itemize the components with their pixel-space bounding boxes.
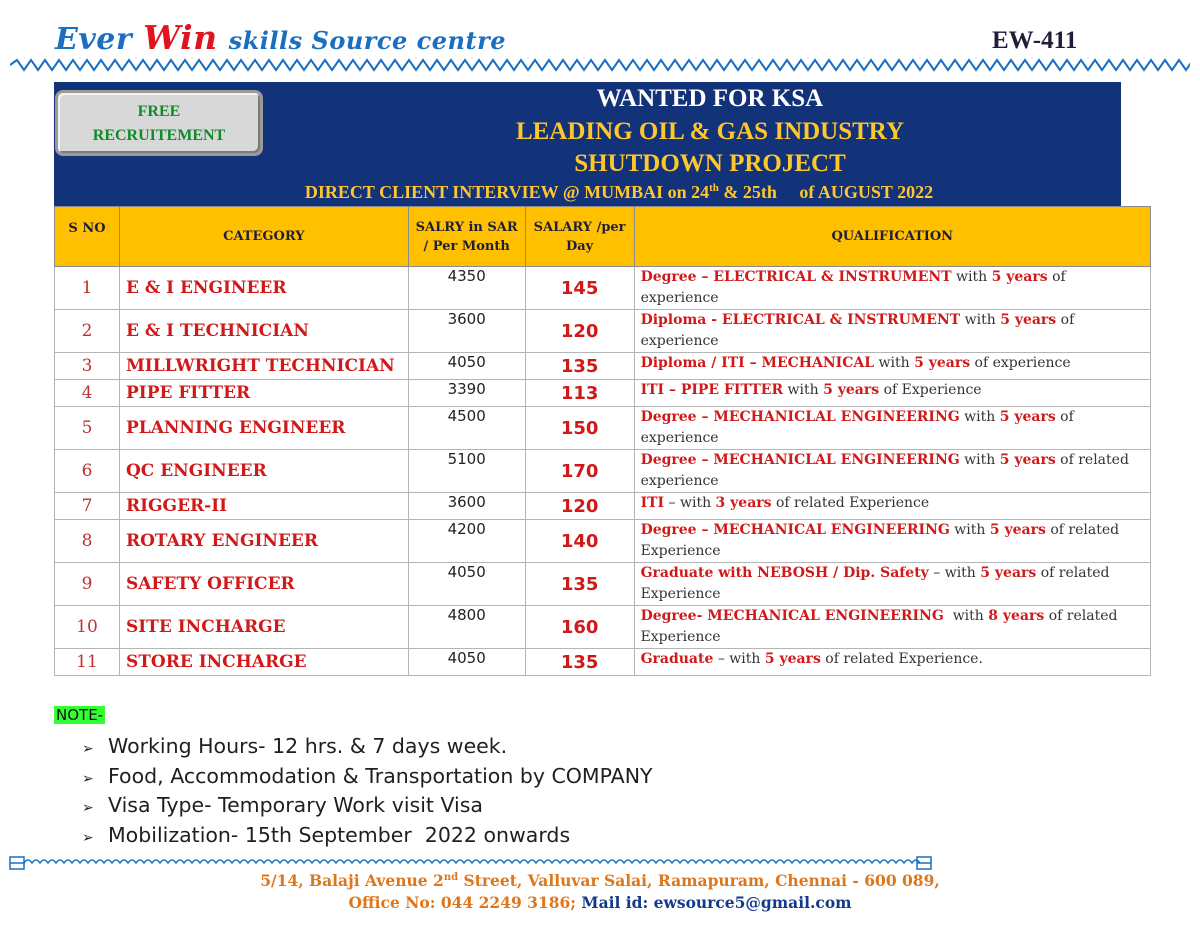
free-line1: FREE (137, 103, 181, 120)
qualification-part: with (951, 269, 992, 285)
qualification-part: Degree – MECHANICLAL ENGINEERING (640, 409, 960, 425)
header-category: CATEGORY (119, 207, 408, 267)
table-row (55, 649, 1151, 676)
arrow-bullet-icon: ➢ (82, 829, 94, 846)
qualification-part: 5 years (764, 651, 821, 667)
qualification-part: 5 years (823, 382, 880, 398)
qualification-part: 5 years (999, 452, 1056, 468)
row-qualification (634, 380, 1150, 407)
notes-list (82, 732, 653, 850)
note-label: NOTE- (56, 706, 104, 724)
row-category: PIPE FITTER (119, 380, 408, 407)
row-qualification (634, 606, 1150, 649)
table-header-row (55, 207, 1151, 267)
row-salary-month: 3600 (408, 310, 525, 353)
row-salary-day: 170 (525, 450, 634, 493)
row-sno: 8 (55, 520, 120, 563)
banner-line2: LEADING OIL & GAS INDUSTRY (515, 118, 905, 145)
row-qualification (634, 563, 1150, 606)
qualification-part: of experience (640, 409, 1079, 446)
interview-line (54, 182, 1184, 203)
qualification-part: with (959, 452, 1000, 468)
qualification-part: Diploma - ELECTRICAL & INSTRUMENT (640, 312, 961, 328)
mail-id: Mail id: ewsource5@gmail.com (581, 893, 852, 913)
row-category: MILLWRIGHT TECHNICIAN (119, 353, 408, 380)
row-salary-day: 135 (525, 563, 634, 606)
qualification-part: of related Experience (640, 565, 1114, 602)
row-category: SITE INCHARGE (119, 606, 408, 649)
row-salary-day: 120 (525, 310, 634, 353)
row-qualification (634, 407, 1150, 450)
header-salary-month: SALRY in SAR / Per Month (408, 207, 525, 267)
row-qualification (634, 310, 1150, 353)
row-qualification (634, 267, 1150, 310)
header-wave-divider (10, 58, 1190, 72)
qualification-part: of related experience (640, 452, 1134, 489)
row-salary-month: 4050 (408, 563, 525, 606)
row-sno: 9 (55, 563, 120, 606)
qualification-part: 3 years (715, 495, 772, 511)
office-number: Office No: 044 2249 3186; (348, 893, 582, 913)
qualification-part: Degree- MECHANICAL ENGINEERING (640, 608, 944, 624)
table-row (55, 493, 1151, 520)
qualification-part: 8 years (988, 608, 1045, 624)
row-sno: 5 (55, 407, 120, 450)
row-salary-day: 140 (525, 520, 634, 563)
row-sno: 11 (55, 649, 120, 676)
qualification-part: Degree – MECHANICAL ENGINEERING (640, 522, 950, 538)
note-item (82, 821, 653, 851)
table-row (55, 380, 1151, 407)
row-salary-day: 113 (525, 380, 634, 407)
header-qualification: QUALIFICATION (634, 207, 1150, 267)
note-text: Working Hours- 12 hrs. & 7 days week. (108, 734, 508, 758)
note-item (82, 732, 653, 762)
banner-title: WANTED FOR KSA (596, 85, 824, 112)
row-qualification (634, 520, 1150, 563)
table-row (55, 606, 1151, 649)
row-salary-month: 4500 (408, 407, 525, 450)
qualification-part: ITI – PIPE FITTER (640, 382, 784, 398)
contact-line (250, 892, 950, 914)
row-sno: 10 (55, 606, 120, 649)
qualification-part: – with (928, 565, 981, 581)
address-line (250, 867, 950, 892)
qualification-part: of Experience (879, 382, 982, 398)
qualification-part: Degree – ELECTRICAL & INSTRUMENT (640, 269, 952, 285)
row-category: E & I TECHNICIAN (119, 310, 408, 353)
row-sno: 1 (55, 267, 120, 310)
qualification-part: of related Experience (640, 522, 1124, 559)
table-row (55, 353, 1151, 380)
row-salary-month: 4800 (408, 606, 525, 649)
qualification-part: of related Experience (771, 495, 930, 511)
qualification-part: with (949, 522, 990, 538)
row-sno: 7 (55, 493, 120, 520)
row-category: QC ENGINEER (119, 450, 408, 493)
row-salary-month: 4050 (408, 353, 525, 380)
footer-address (250, 867, 950, 914)
row-qualification (634, 649, 1150, 676)
qualification-part: Graduate (640, 651, 714, 667)
arrow-bullet-icon: ➢ (82, 770, 94, 787)
row-qualification (634, 450, 1150, 493)
row-category: SAFETY OFFICER (119, 563, 408, 606)
qualification-part: with (959, 409, 1000, 425)
qualification-part: Diploma / ITI – MECHANICAL (640, 355, 875, 371)
qualification-part: Graduate with NEBOSH / Dip. Safety (640, 565, 929, 581)
row-salary-month: 4050 (408, 649, 525, 676)
qualification-part: 5 years (989, 522, 1046, 538)
row-salary-day: 145 (525, 267, 634, 310)
row-salary-day: 120 (525, 493, 634, 520)
address-b: Street, Valluvar Salai, Ramapuram, Chennai - 600 089, (458, 871, 940, 891)
note-item (82, 762, 653, 792)
free-line2: RECRUITEMENT (92, 127, 226, 144)
arrow-bullet-icon: ➢ (82, 800, 94, 816)
interview-b: & 25th of AUGUST 2022 (718, 182, 934, 202)
free-recruitment-badge (55, 90, 263, 156)
row-sno: 2 (55, 310, 120, 353)
interview-sup: th (709, 182, 719, 194)
qualification-part: of experience (970, 355, 1071, 371)
brand-ever: Ever (55, 22, 133, 57)
header-salary-day: SALARY /per Day (525, 207, 634, 267)
row-salary-month: 4350 (408, 267, 525, 310)
table-row (55, 563, 1151, 606)
qualification-part: with (783, 382, 824, 398)
table-row (55, 407, 1151, 450)
qualification-part: with (960, 312, 1001, 328)
qualification-part: of experience (640, 312, 1079, 349)
qualification-part: of related Experience (640, 608, 1122, 645)
qualification-part: with (874, 355, 915, 371)
qualification-part: – with (713, 651, 765, 667)
brand-rest: skills Source centre (228, 26, 506, 55)
row-salary-month: 5100 (408, 450, 525, 493)
row-category: RIGGER-II (119, 493, 408, 520)
table-row (55, 450, 1151, 493)
qualification-part: 5 years (980, 565, 1037, 581)
table-row (55, 520, 1151, 563)
note-text: Visa Type- Temporary Work visit Visa (108, 793, 483, 817)
note-text: Mobilization- 15th September 2022 onwards (108, 822, 571, 847)
row-salary-day: 135 (525, 353, 634, 380)
row-salary-day: 135 (525, 649, 634, 676)
row-category: ROTARY ENGINEER (119, 520, 408, 563)
qualification-part: 5 years (1000, 312, 1057, 328)
interview-a: DIRECT CLIENT INTERVIEW @ MUMBAI on 24 (304, 182, 710, 202)
table-row (55, 267, 1151, 310)
qualification-part: ITI (640, 495, 665, 511)
brand-logo (55, 18, 506, 57)
row-sno: 6 (55, 450, 120, 493)
row-salary-month: 4200 (408, 520, 525, 563)
qualification-part: of related Experience. (820, 651, 983, 667)
note-item (82, 791, 653, 821)
header-sno: S NO (55, 207, 120, 267)
banner-line3: SHUTDOWN PROJECT (574, 150, 846, 177)
row-sno: 4 (55, 380, 120, 407)
qualification-part: with (943, 608, 989, 624)
row-category: E & I ENGINEER (119, 267, 408, 310)
address-a: 5/14, Balaji Avenue 2 (260, 871, 444, 891)
qualification-part: 5 years (991, 269, 1048, 285)
qualification-part: of experience (640, 269, 1071, 306)
qualification-part: – with (664, 495, 716, 511)
row-salary-month: 3600 (408, 493, 525, 520)
address-sup: nd (443, 872, 459, 883)
row-salary-month: 3390 (408, 380, 525, 407)
row-category: PLANNING ENGINEER (119, 407, 408, 450)
jobs-table (54, 206, 1151, 676)
document-code: EW-411 (992, 27, 1078, 54)
row-category: STORE INCHARGE (119, 649, 408, 676)
row-sno: 3 (55, 353, 120, 380)
qualification-part: 5 years (914, 355, 971, 371)
brand-win: Win (143, 18, 218, 57)
qualification-part: Degree – MECHANICLAL ENGINEERING (640, 452, 960, 468)
row-qualification (634, 353, 1150, 380)
note-text: Food, Accommodation & Transportation by COMPANY (108, 763, 653, 788)
row-salary-day: 160 (525, 606, 634, 649)
qualification-part: 5 years (999, 409, 1056, 425)
row-salary-day: 150 (525, 407, 634, 450)
table-row (55, 310, 1151, 353)
row-qualification (634, 493, 1150, 520)
arrow-bullet-icon: ➢ (82, 741, 94, 757)
